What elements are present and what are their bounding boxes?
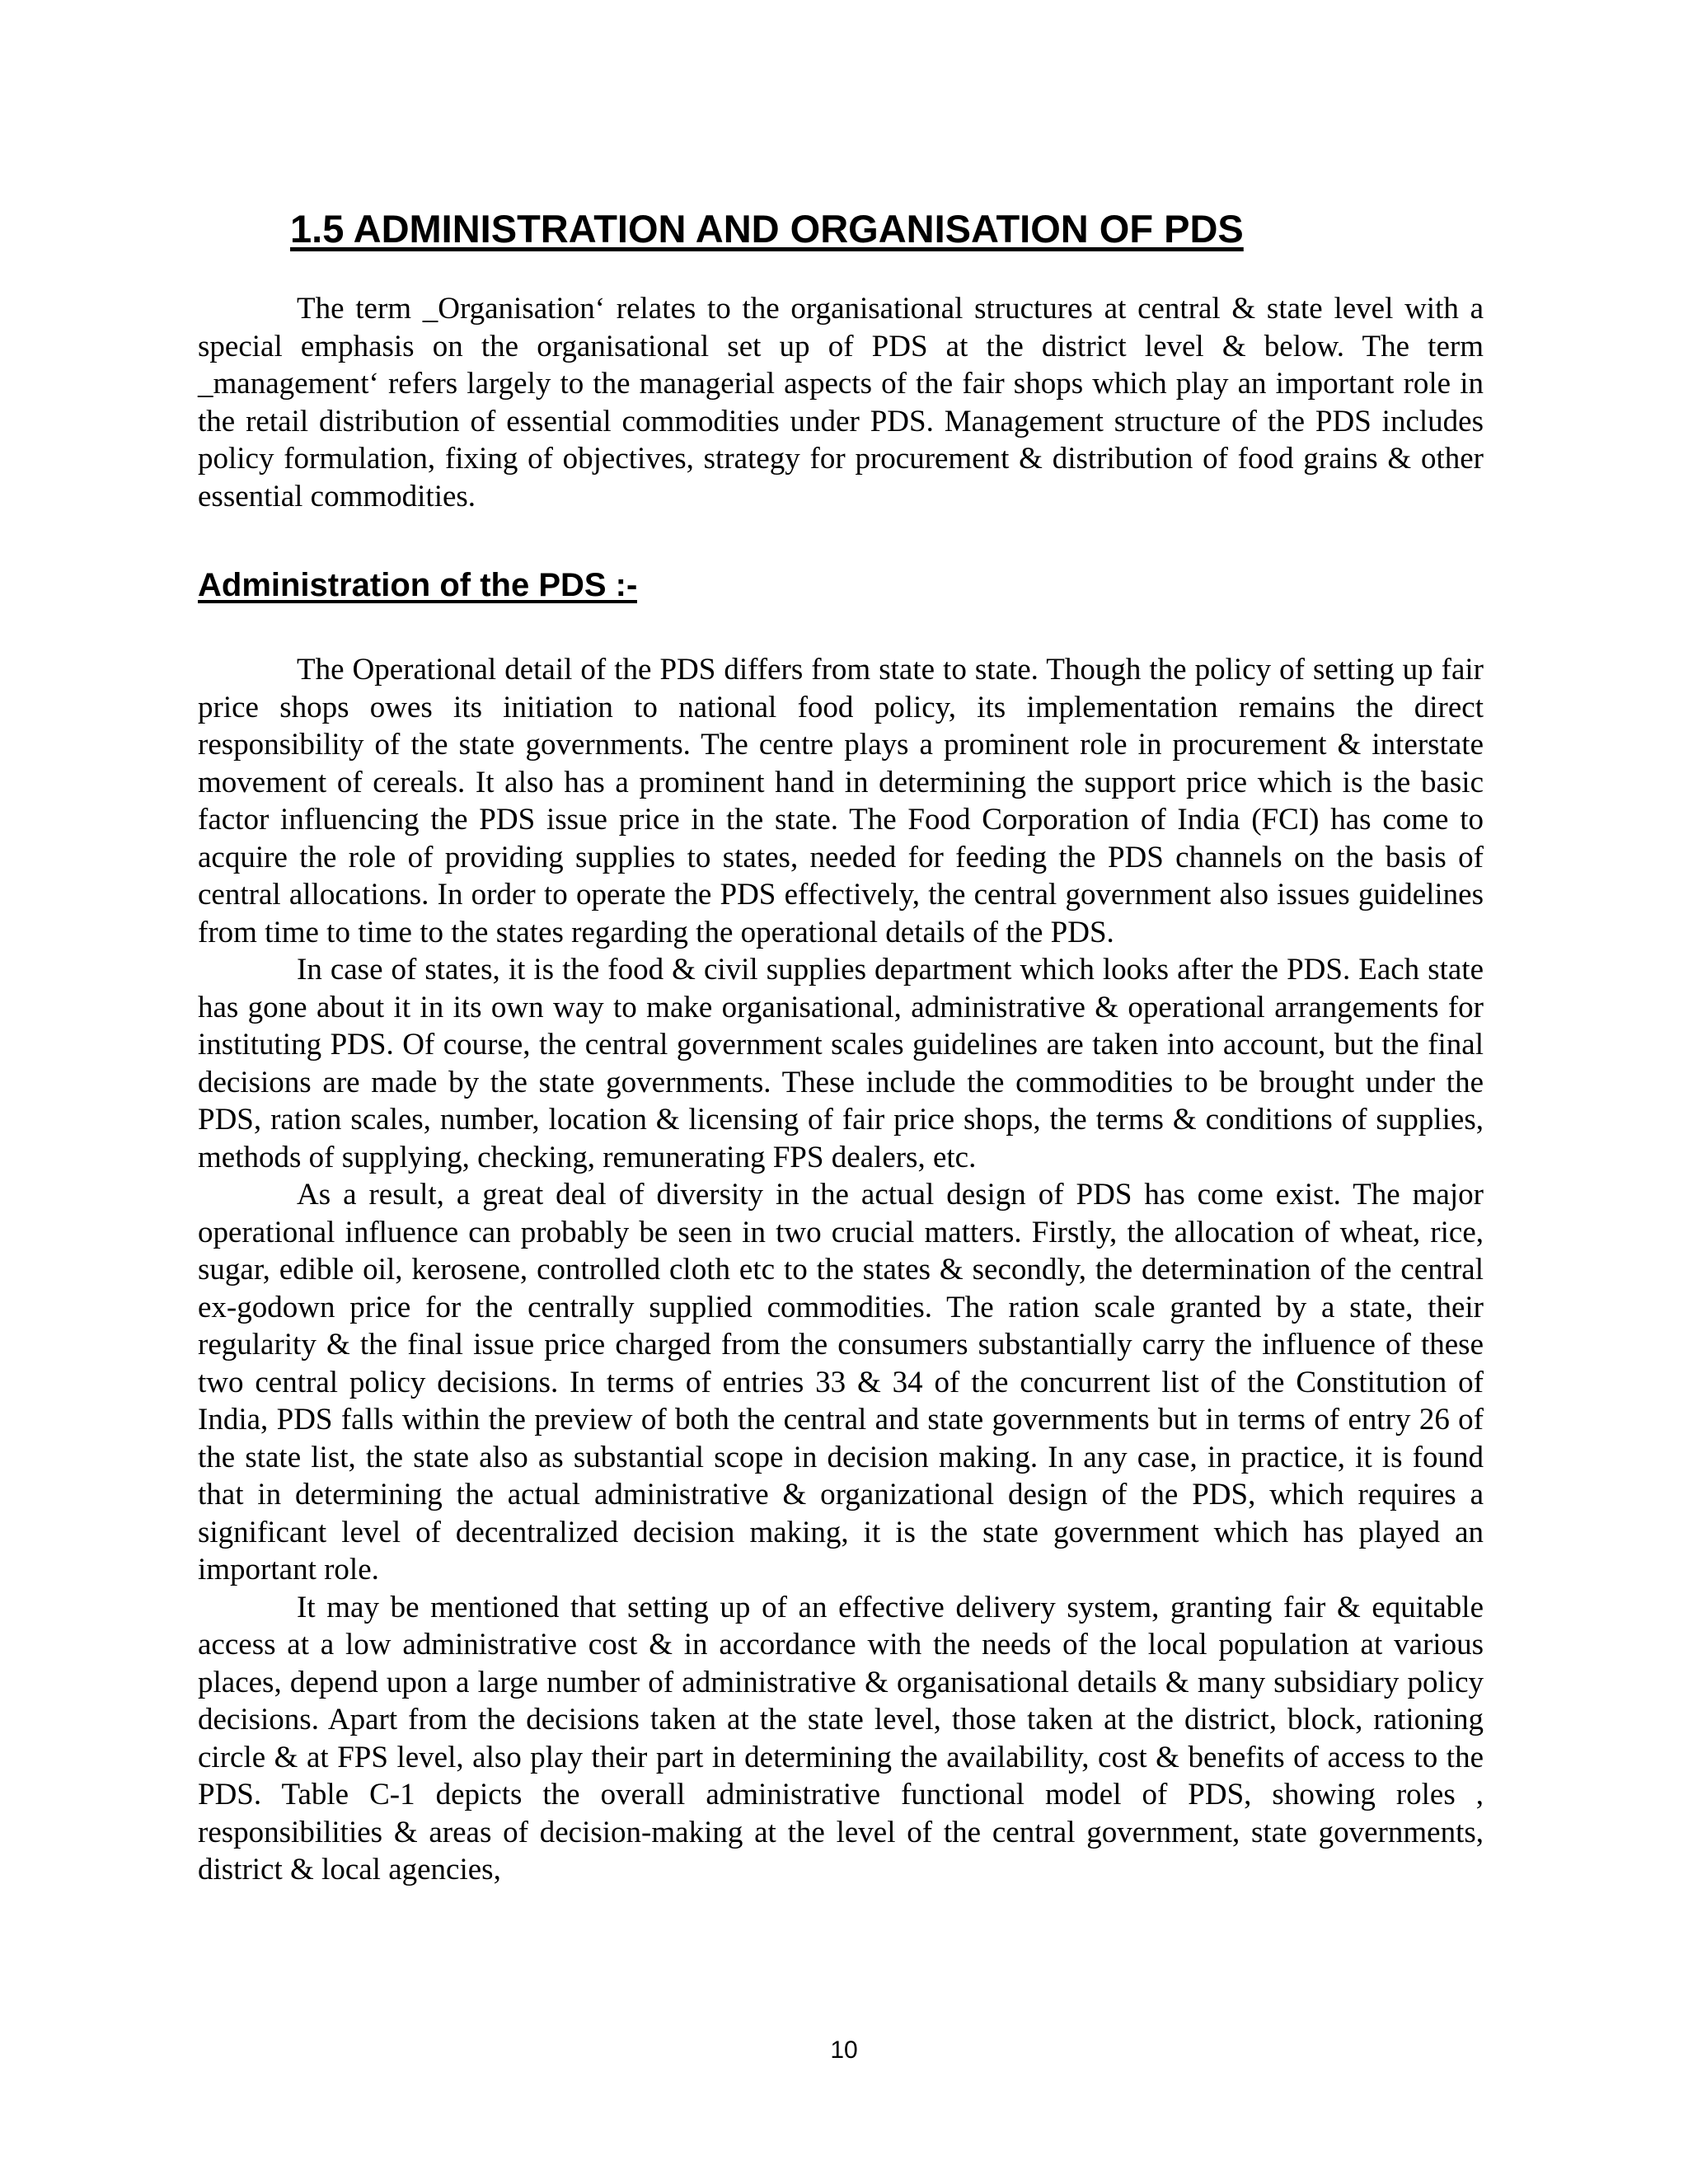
main-heading: 1.5 ADMINISTRATION AND ORGANISATION OF PDS [290,207,1244,251]
administration-section [198,651,1484,1889]
body-paragraph: The Operational detail of the PDS differs from state to state. Though the policy of setting up fair price shops owes its initiation to national food policy, its implementation remains the direct responsibility of the state governments. The centre plays a prominent role in procurement & interstate movement of cereals. It also has a prominent hand in determining the support price which is the basic factor influencing the PDS issue price in the state. The Food Corporation of India (FCI) has come to acquire the role of providing supplies to states, needed for feeding the PDS channels on the basis of central allocations. In order to operate the PDS effectively, the central government also issues guidelines from time to time to the states regarding the operational details of the PDS. [198,653,1484,949]
intro-paragraph: The term _Organisation‘ relates to the organisational structures at central & state level with a special emphasis on the organisational set up of PDS at the district level & below. The term _management‘ refers largely to the managerial aspects of the fair shops which play an important role in the retail distribution of essential commodities under PDS. Management structure of the PDS includes policy formulation, fixing of objectives, strategy for procurement & distribution of food grains & other essential commodities. [198,292,1484,513]
page-number: 10 [830,2036,858,2064]
body-paragraph: As a result, a great deal of diversity in the actual design of PDS has come exist. The major operational influence can probably be seen in two crucial matters. Firstly, the allocation of wheat, rice, sugar, edible oil, kerosene, controlled cloth etc to the states & secondly, the determination of the central ex-godown price for the centrally supplied commodities. The ration scale granted by a state, their regularity & the final issue price charged from the consumers substantially carry the influence of these two central policy decisions. In terms of entries 33 & 34 of the concurrent list of the Constitution of India, PDS falls within the preview of both the central and state governments but in terms of entry 26 of the state list, the state also as substantial scope in decision making. In any case, in practice, it is found that in determining the actual administrative & organizational design of the PDS, which requires a significant level of decentralized decision making, it is the state government which has played an important role. [198,1178,1484,1586]
body-paragraph: It may be mentioned that setting up of an effective delivery system, granting fair & equitable access at a low administrative cost & in accordance with the needs of the local population at various places, depend upon a large number of administrative & organisational details & many subsidiary policy decisions. Apart from the decisions taken at the state level, those taken at the district, block, rationing circle & at FPS level, also play their part in determining the availability, cost & benefits of access to the PDS. Table C-1 depicts the overall administrative functional model of PDS, showing roles , responsibilities & areas of decision-making at the level of the central government, state governments, district & local agencies, [198,1590,1484,1886]
section-heading: Administration of the PDS :- [198,567,638,603]
body-paragraph: In case of states, it is the food & civil supplies department which looks after the PDS. Each state has gone about it in its own way to make organisational, administrative & operational arrangements for instituting PDS. Of course, the central government scales guidelines are taken into account, but the final decisions are made by the state governments. These include the commodities to be brought under the PDS, ration scales, number, location & licensing of fair price shops, the terms & conditions of supplies, methods of supplying, checking, remunerating FPS dealers, etc. [198,953,1484,1174]
intro-section [198,290,1484,515]
